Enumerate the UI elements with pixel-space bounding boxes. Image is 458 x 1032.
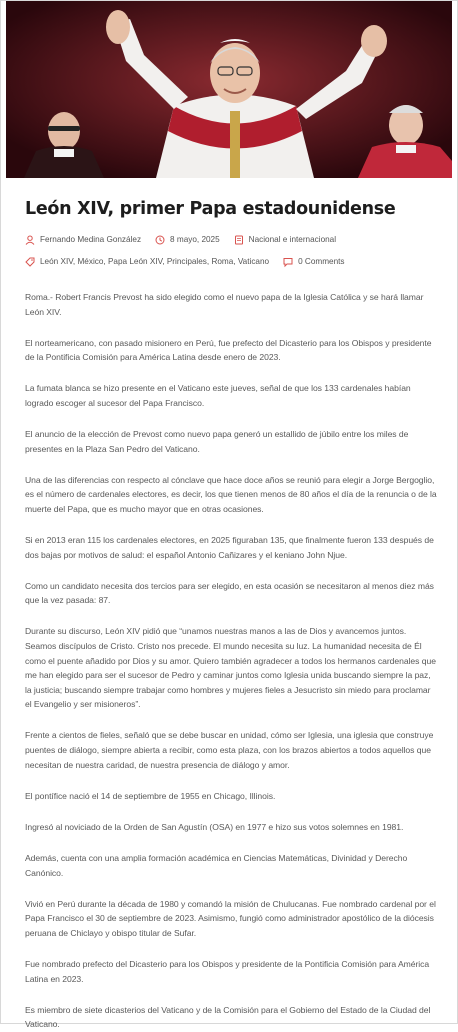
author-meta[interactable]	[25, 234, 141, 246]
category-meta[interactable]	[234, 234, 336, 246]
paragraph: Además, cuenta con una amplia formación académica en Ciencias Matemáticas, Divinidad y Derecho Canónico.	[25, 852, 408, 878]
paragraph: Vivió en Perú durante la década de 1980 y comandó la misión de Chulucanas. Fue nombrado cardenal por el Papa Francisco el 30 de septiembre de 2023. Asimismo, fungió como administrador apostólico de la diócesis peruana de Chiclayo y obispo titular de Sufar.	[25, 898, 436, 938]
tags-links[interactable]: León XIV, México, Papa León XIV, Principales, Roma, Vaticano	[40, 257, 270, 266]
paragraph: La fumata blanca se hizo presente en el Vaticano este jueves, señal de que los 133 cardenales habían logrado escoger al sucesor del Papa Francisco.	[25, 383, 411, 408]
paragraph: Fue nombrado prefecto del Dicasterio para los Obispos y presidente de la Pontificia Comisión para América Latina en 2023.	[25, 958, 430, 984]
paragraph: Durante su discurso, León XIV pidió que “unamos nuestras manos a las de Dios y avancemos juntos. Seamos discípulos de Cristo. Cristo nos precede. El mundo necesita su luz. La humanidad necesita de Él como el puente añadido por Dios y su amor. Quiero también agradecer a todos los hermanos cardenales que me han elegido para ser el sucesor de Pedro y caminar juntos como Iglesia unida buscando siempre la paz, la justicia; buscando siempre trabajar como hombres y mujeres fieles a Jesucristo sin miedo para proclamar el Evangelio y ser misioneros”.	[25, 626, 436, 710]
paragraph: Roma.- Robert Francis Prevost ha sido elegido como el nuevo papa de la Iglesia Católica y se hará llamar León XIV.	[25, 292, 424, 317]
paragraph: Una de las diferencias con respecto al cónclave que hace doce años se reunió para elegir a Jorge Bergoglio, es el número de cardenales electores, es decir, los que tienen menos de 80 años el día de la renuncia o de la muerte del Papa, que es mucho mayor que en otras ocasiones.	[25, 474, 437, 514]
author-link[interactable]: Fernando Medina González	[40, 235, 142, 244]
paragraph: Como un candidato necesita dos tercios para ser elegido, en esta ocasión se necesitaron al menos diez más que la vez pasada: 87.	[25, 580, 434, 606]
user-icon	[25, 235, 35, 245]
article-title: León XIV, primer Papa estadounidense	[25, 199, 396, 219]
paragraph: Si en 2013 eran 115 los cardenales electores, en 2025 figuraban 135, que finalmente fueron 133 después de dos bajas por motivos de salud: el español Antonio Cañizares y el keniano John Njue.	[25, 535, 434, 560]
article-meta	[25, 234, 433, 246]
hero-image	[6, 1, 452, 178]
tag-icon	[25, 257, 35, 267]
article-content	[1, 198, 457, 1032]
paragraph: Ingresó al noviciado de la Orden de San Agustín (OSA) en 1977 e hizo sus votos solemnes en 1981.	[25, 821, 404, 832]
comments-meta[interactable]	[283, 256, 344, 268]
folder-icon	[234, 235, 244, 245]
article-taxonomy	[25, 256, 433, 268]
date-meta	[155, 234, 220, 246]
comment-icon	[283, 257, 293, 267]
publish-date: 8 mayo, 2025	[170, 235, 220, 244]
comments-link[interactable]: 0 Comments	[298, 257, 345, 266]
paragraph: Frente a cientos de fieles, señaló que se debe buscar en unidad, cómo ser Iglesia, una iglesia que construye puentes de diálogo, siempre abierta a recibir, como esta plaza, con los brazos abiertos a todos aquellos que necesitan de nuestra caridad, de nuestra presencia de diálogo y amor.	[25, 730, 434, 770]
article-body	[25, 290, 437, 1032]
paragraph: Es miembro de siete dicasterios del Vaticano y de la Comisión para el Gobierno del Estado de la Ciudad del Vaticano.	[25, 1004, 431, 1030]
tags-meta[interactable]	[25, 256, 269, 268]
clock-icon	[155, 235, 165, 245]
category-link[interactable]: Nacional e internacional	[248, 235, 337, 244]
pope-photo-illustration	[6, 1, 452, 178]
paragraph: El norteamericano, con pasado misionero en Perú, fue prefecto del Dicasterio para los Obispos y presidente de la Pontificia Comisión para América Latina desde enero de 2023.	[25, 337, 432, 363]
paragraph: El anuncio de la elección de Prevost como nuevo papa generó un estallido de júbilo entre los miles de presentes en la Plaza San Pedro del Vaticano.	[25, 429, 409, 454]
paragraph: El pontífice nació el 14 de septiembre de 1955 en Chicago, Illinois.	[25, 790, 276, 801]
